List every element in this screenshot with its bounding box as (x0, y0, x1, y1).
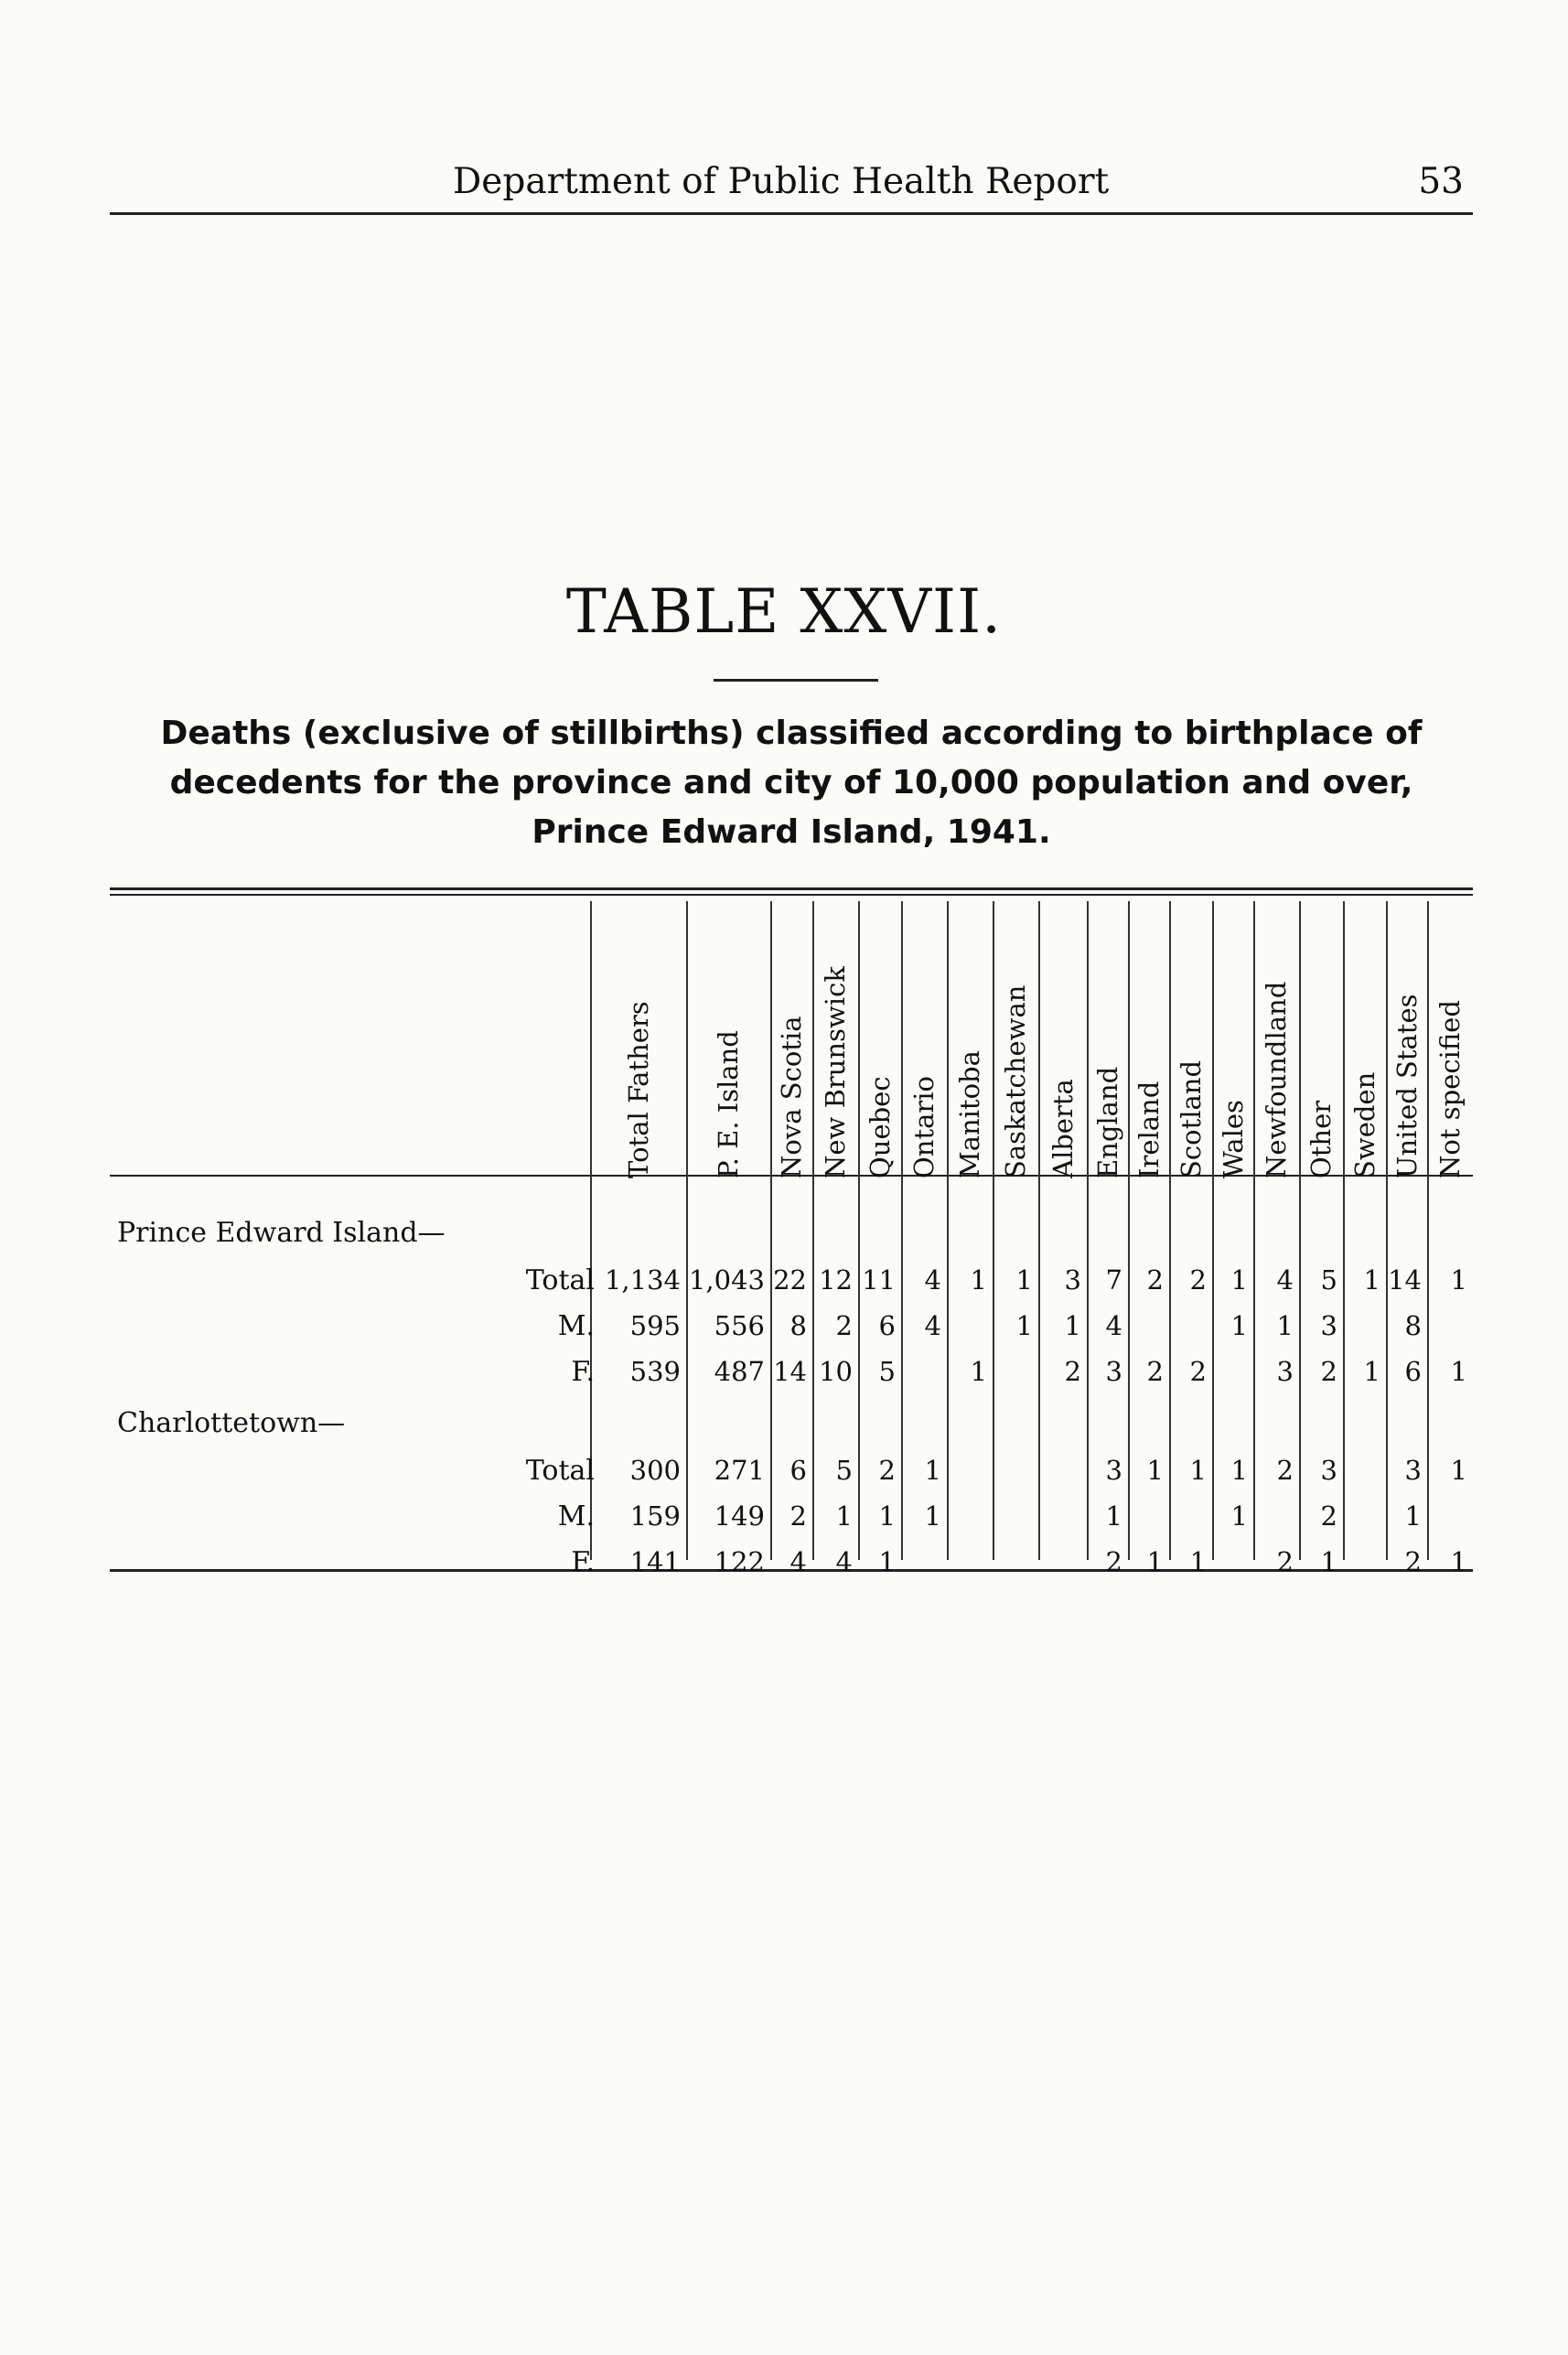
column-header-label: Alberta (1047, 1079, 1079, 1178)
table-cell: 12 (819, 1264, 853, 1296)
column-header (999, 906, 1032, 1178)
row-label: M. (557, 1500, 595, 1532)
table-cell: 22 (773, 1264, 807, 1296)
table-caption: Deaths (exclusive of stillbirths) classified according to birthplace of decedents for the province and city of 10,000 population and over, Prince Edward Island, 1941. (160, 715, 1423, 851)
table-cell: 5 (878, 1356, 896, 1387)
column-header (908, 906, 940, 1178)
table-title: TABLE XXVII. (565, 576, 1003, 647)
report-title: Department of Public Health Report (453, 161, 1110, 202)
table-cell: 3 (1105, 1356, 1122, 1387)
table-cell: 8 (1404, 1310, 1422, 1341)
table-cell: 6 (789, 1455, 807, 1486)
table-cell: 1 (1230, 1500, 1248, 1532)
column-header-label: P. E. Island (713, 1030, 744, 1178)
table-cell: 10 (819, 1356, 853, 1387)
column-header-label: Nova Scotia (776, 1016, 807, 1178)
table-cell: 4 (789, 1546, 807, 1577)
row-label: F. (571, 1546, 595, 1578)
table-cell: 1 (1363, 1356, 1380, 1387)
column-header-label: Sweden (1348, 1071, 1380, 1178)
column-rule (1038, 901, 1040, 1560)
table-cell: 3 (1276, 1356, 1294, 1387)
table-cell: 2 (789, 1500, 807, 1532)
table-cell: 3 (1404, 1455, 1422, 1486)
table-cell: 1 (878, 1546, 896, 1577)
column-header (1391, 906, 1423, 1178)
table-cell: 556 (714, 1310, 765, 1341)
table-cell: 2 (835, 1310, 853, 1341)
column-header-label: Not specified (1434, 1000, 1466, 1178)
column-header-label: Saskatchewan (1000, 984, 1031, 1178)
column-header-label: Total Fathers (622, 1001, 654, 1178)
table-cell: 1 (1015, 1310, 1033, 1341)
table-cell: 2 (1320, 1356, 1337, 1387)
table-cell: 300 (629, 1455, 681, 1486)
table-cell: 1 (1230, 1264, 1248, 1296)
table-cell: 4 (1276, 1264, 1294, 1296)
table-cell: 6 (1404, 1356, 1422, 1387)
table-cell: 2 (878, 1455, 896, 1486)
table-cell: 1 (1015, 1264, 1033, 1296)
title-divider (714, 679, 878, 682)
table-cell: 2 (1276, 1455, 1294, 1486)
table-cell: 2 (1105, 1546, 1122, 1577)
table-cell: 2 (1189, 1356, 1207, 1387)
table-cell: 3 (1320, 1310, 1337, 1341)
table-cell: 6 (878, 1310, 896, 1341)
column-header-label: Wales (1217, 1100, 1249, 1178)
column-header (1348, 906, 1381, 1178)
table-cell: 1 (970, 1356, 987, 1387)
table-cell: 3 (1320, 1455, 1337, 1486)
row-label: Total (525, 1455, 595, 1487)
column-header-label: Other (1305, 1100, 1337, 1178)
column-header (1434, 906, 1466, 1178)
table-cell: 7 (1105, 1264, 1122, 1296)
column-rule (993, 901, 994, 1560)
table-cell: 595 (629, 1310, 681, 1341)
table-cell: 5 (1320, 1264, 1337, 1296)
group-label: Charlottetown— (117, 1407, 346, 1439)
column-header (953, 906, 986, 1178)
column-header-label: Quebec (864, 1076, 896, 1178)
table-cell: 1 (835, 1500, 853, 1532)
column-header (1305, 906, 1337, 1178)
table-cell: 1 (924, 1500, 941, 1532)
table-cell: 2 (1146, 1356, 1164, 1387)
table-cell: 1 (878, 1500, 896, 1532)
column-rule (947, 901, 949, 1560)
column-header (1175, 906, 1208, 1178)
table-cell: 1 (1230, 1310, 1248, 1341)
table-cell: 1 (970, 1264, 987, 1296)
table-cell: 2 (1064, 1356, 1081, 1387)
table-cell: 5 (835, 1455, 853, 1486)
table-cell: 4 (835, 1546, 853, 1577)
table-cell: 122 (714, 1546, 765, 1577)
table-cell: 1 (1363, 1264, 1380, 1296)
table-cell: 1 (924, 1455, 941, 1486)
table-cell: 159 (629, 1500, 681, 1532)
table-cell: 2 (1320, 1500, 1337, 1532)
table-cell: 11 (862, 1264, 896, 1296)
column-header (1217, 906, 1250, 1178)
column-header (622, 906, 655, 1178)
table-cell: 3 (1105, 1455, 1122, 1486)
table-cell: 14 (1388, 1264, 1422, 1296)
table-cell: 3 (1064, 1264, 1081, 1296)
column-header (1047, 906, 1079, 1178)
column-header (775, 906, 808, 1178)
table-cell: 1 (1320, 1546, 1337, 1577)
column-header (1260, 906, 1293, 1178)
table-cell: 1 (1450, 1264, 1467, 1296)
table-cell: 2 (1404, 1546, 1422, 1577)
table-cell: 4 (1105, 1310, 1122, 1341)
group-label: Prince Edward Island— (117, 1217, 446, 1249)
table-cell: 1 (1146, 1546, 1164, 1577)
column-header-label: Manitoba (954, 1050, 985, 1178)
table-cell: 1 (1189, 1546, 1207, 1577)
table-cell: 1 (1276, 1310, 1294, 1341)
table-cell: 1 (1146, 1455, 1164, 1486)
table-cell: 1 (1450, 1455, 1467, 1486)
table-cell: 1 (1404, 1500, 1422, 1532)
table-cell: 1 (1450, 1356, 1467, 1387)
table-cell: 2 (1189, 1264, 1207, 1296)
column-header-label: New Brunswick (820, 966, 851, 1178)
column-header-label: Ireland (1133, 1081, 1165, 1178)
table-cell: 141 (629, 1546, 681, 1577)
column-rule (1343, 901, 1345, 1560)
column-header (819, 906, 852, 1178)
table-cell: 539 (629, 1356, 681, 1387)
table-cell: 149 (714, 1500, 765, 1532)
table-cell: 1 (1450, 1546, 1467, 1577)
running-head (110, 161, 1473, 215)
table-cell: 271 (714, 1455, 765, 1486)
table-cell: 2 (1146, 1264, 1164, 1296)
column-header-label: Newfoundland (1261, 981, 1292, 1178)
column-header-label: Scotland (1175, 1059, 1207, 1178)
table-top-rule-inner (110, 894, 1473, 896)
column-header (1091, 906, 1124, 1178)
column-header-label: England (1091, 1066, 1123, 1178)
table-cell: 4 (924, 1310, 941, 1341)
table-cell: 1,043 (688, 1264, 765, 1296)
column-header-label: Ontario (908, 1076, 940, 1178)
column-header (1133, 906, 1165, 1178)
table-cell: 1 (1189, 1455, 1207, 1486)
page-number: 53 (1418, 161, 1464, 202)
column-header (712, 906, 745, 1178)
table-cell: 1 (1230, 1455, 1248, 1486)
table-cell: 2 (1276, 1546, 1294, 1577)
table-cell: 487 (714, 1356, 765, 1387)
column-header-label: United States (1391, 994, 1423, 1178)
table-cell: 1,134 (604, 1264, 681, 1296)
row-label: M. (557, 1310, 595, 1342)
table-cell: 8 (789, 1310, 807, 1341)
row-label: Total (525, 1264, 595, 1296)
column-header (864, 906, 897, 1178)
table-cell: 1 (1064, 1310, 1081, 1341)
table-cell: 14 (773, 1356, 807, 1387)
table-cell: 4 (924, 1264, 941, 1296)
table-top-rule (110, 887, 1473, 890)
row-label: F. (571, 1356, 595, 1388)
table-cell: 1 (1105, 1500, 1122, 1532)
